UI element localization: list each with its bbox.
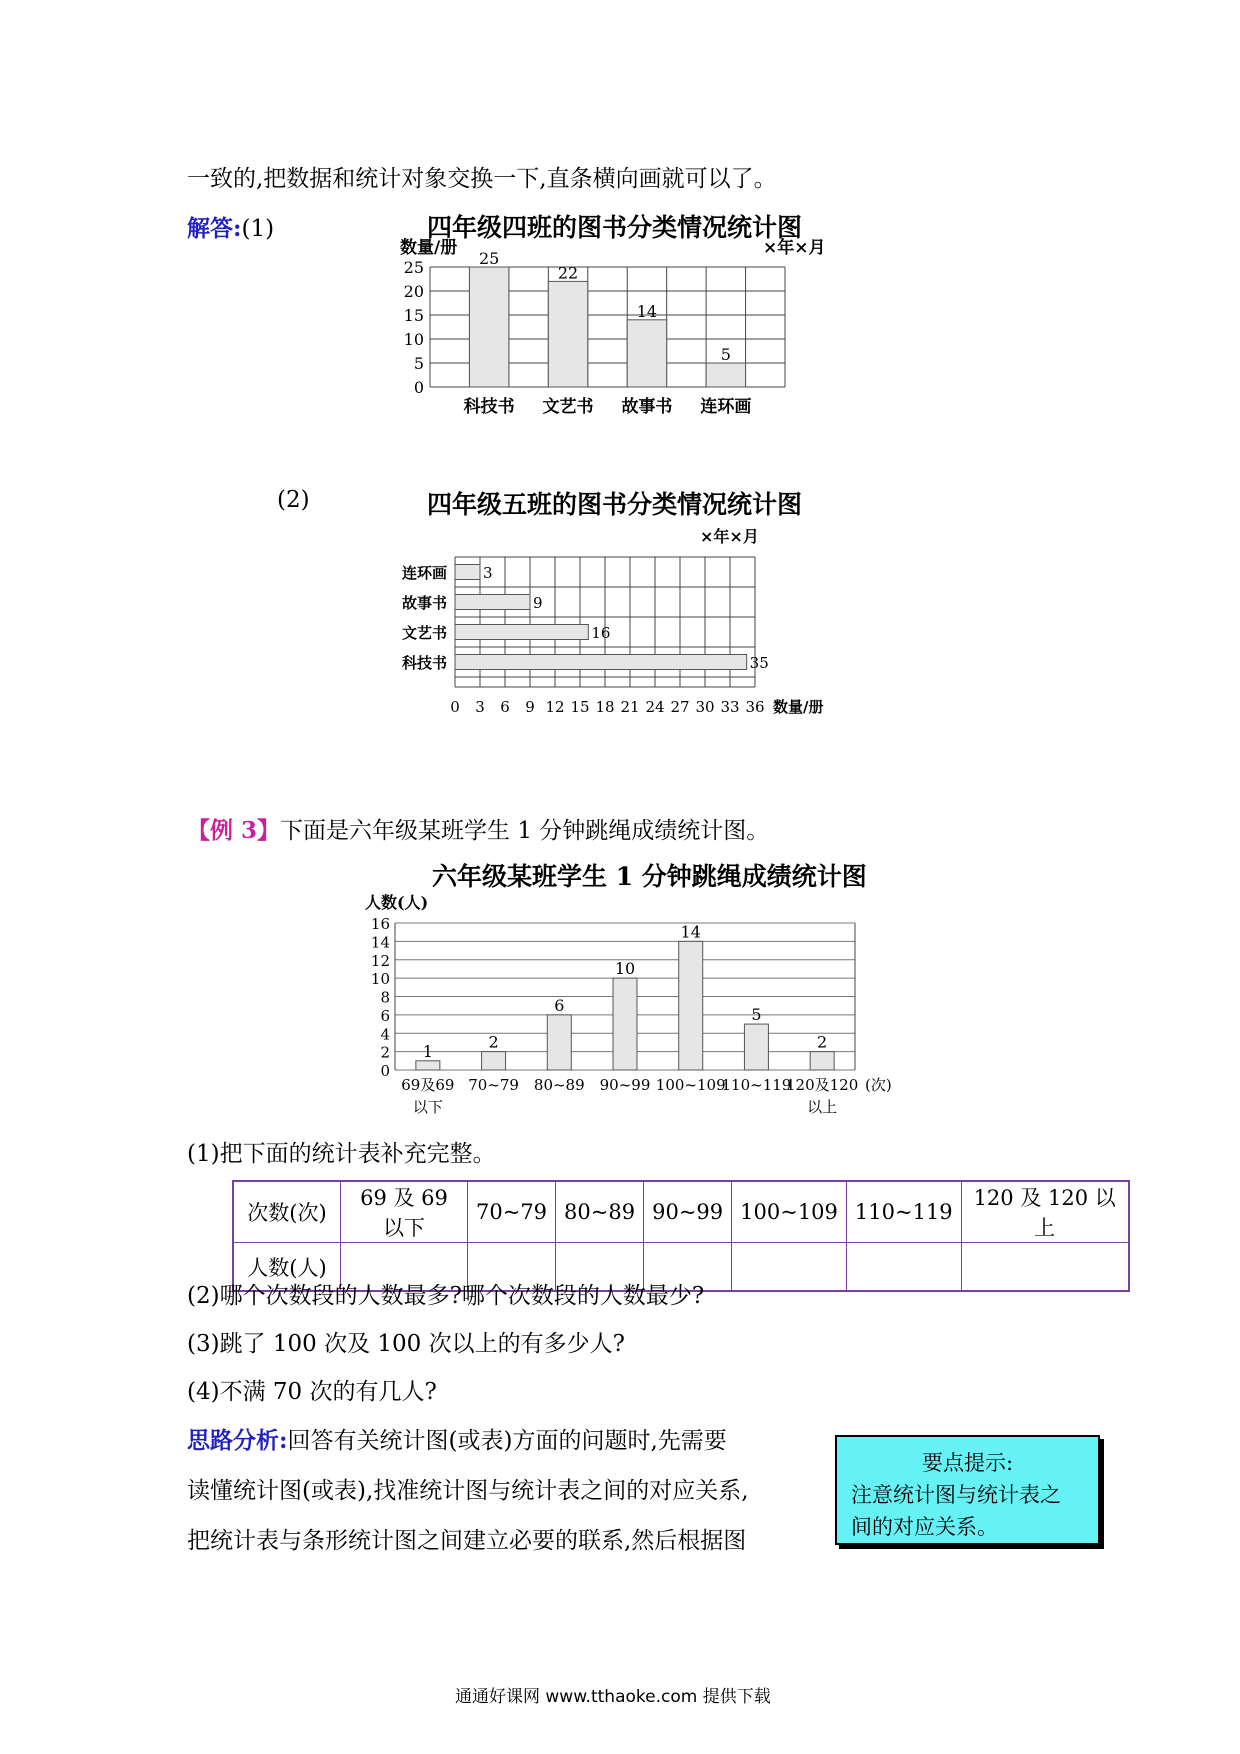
table-cell: 69 及 69 以下 [341,1181,468,1243]
date-note: ×年×月 [700,527,759,546]
x-tick-label: 21 [620,698,640,716]
page-footer: 通通好课网 www.tthaoke.com 提供下载 [455,1687,771,1707]
intro-text: 一致的,把数据和统计对象交换一下,直条横向画就可以了。 [187,166,777,192]
category-label: 科技书 [401,654,447,672]
y-tick-label: 25 [403,258,424,277]
analysis-line-2: 读懂统计图(或表),找准统计图与统计表之间的对应关系, [187,1478,749,1504]
data-label: 5 [751,1005,762,1025]
category-label: 以下 [412,1098,443,1116]
date-note: ×年×月 [763,238,826,258]
category-label: 110~119 [721,1076,792,1094]
bar [547,1015,571,1070]
answer-heading [187,210,274,243]
tip-line-1: 注意统计图与统计表之 [851,1483,1061,1507]
category-label: 连环画 [401,564,447,582]
table-cell: 120 及 120 以上 [961,1181,1129,1243]
x-tick-label: 27 [670,698,690,716]
bar [627,320,666,387]
category-label: 80~89 [533,1076,585,1094]
x-tick-label: 24 [645,698,665,716]
y-tick-label: 0 [380,1062,390,1080]
data-label: 9 [533,594,543,612]
bar [455,565,480,580]
data-label: 3 [483,564,493,582]
x-unit-label: (次) [865,1076,892,1094]
data-label: 5 [720,345,731,364]
category-label: 70~79 [468,1076,519,1094]
x-tick-label: 33 [720,698,740,716]
bar [469,267,508,387]
analysis-label: 思路分析: [187,1427,288,1454]
category-label: 以上 [807,1098,838,1116]
question-3: (3)跳了 100 次及 100 次以上的有多少人? [187,1331,625,1357]
y-tick-label: 4 [380,1025,390,1044]
x-axis-label: 数量/册 [773,698,824,716]
category-label: 故事书 [401,594,447,612]
answer-label: 解答: [187,215,242,242]
y-tick-label: 2 [380,1043,390,1062]
data-label: 14 [636,301,658,321]
table-blank-cell[interactable] [961,1243,1129,1292]
answer-part2-tag: (2) [277,487,310,513]
example-heading [187,812,769,845]
bar [482,1052,506,1070]
question-1: (1)把下面的统计表补充完整。 [187,1141,496,1167]
bar [455,625,588,640]
question-2: (2)哪个次数段的人数最多?哪个次数段的人数最少? [187,1283,705,1309]
category-label: 69及69 [401,1076,455,1094]
x-tick-label: 9 [525,698,535,716]
bar [416,1061,440,1070]
data-label: 25 [478,249,500,268]
chart1-book-categories-4-4 [380,238,840,470]
table-cell: 90~99 [644,1181,732,1243]
bar [706,363,745,387]
example-tag: 【例 3】 [187,817,281,844]
data-label: 16 [591,624,611,642]
x-tick-label: 12 [545,698,565,716]
question-4: (4)不满 70 次的有几人? [187,1379,437,1405]
y-tick-label: 10 [370,970,390,989]
data-label: 2 [488,1032,499,1052]
analysis-line-1 [187,1422,727,1455]
y-tick-label: 20 [403,282,424,301]
category-label: 文艺书 [542,397,594,417]
tip-line-2: 间的对应关系。 [851,1515,998,1539]
bar [679,941,703,1070]
y-axis-label: 人数(人) [365,893,429,912]
analysis-line-3: 把统计表与条形统计图之间建立必要的联系,然后根据图 [187,1528,747,1554]
table-blank-cell[interactable] [846,1243,961,1292]
bar [744,1024,768,1070]
y-tick-label: 8 [380,988,390,1007]
chart2-book-categories-4-5 [385,525,855,740]
y-tick-label: 6 [380,1006,390,1025]
y-tick-label: 16 [370,915,390,933]
data-label: 6 [554,995,565,1015]
y-tick-label: 10 [403,330,424,349]
category-label: 120及120 [786,1076,859,1094]
category-label: 连环画 [700,397,752,417]
chart2-title: 四年级五班的图书分类情况统计图 [427,490,803,519]
table-cell: 80~89 [556,1181,644,1243]
answer-part1-tag: (1) [241,216,275,242]
example-text: 下面是六年级某班学生 1 分钟跳绳成绩统计图。 [280,818,770,844]
y-tick-label: 12 [370,951,390,970]
bar [455,655,747,670]
category-label: 科技书 [463,397,515,417]
table-blank-cell[interactable] [732,1243,847,1292]
bar [548,281,587,387]
analysis-text-1: 回答有关统计图(或表)方面的问题时,先需要 [287,1428,727,1454]
x-tick-label: 6 [500,698,510,716]
data-label: 2 [817,1032,828,1052]
chart1-title: 四年级四班的图书分类情况统计图 [427,213,803,242]
x-tick-label: 0 [450,698,460,716]
category-label: 文艺书 [401,624,447,642]
y-tick-label: 14 [370,933,390,952]
bar [455,595,530,610]
y-tick-label: 5 [413,354,424,373]
table-cell: 100~109 [732,1181,847,1243]
data-label: 1 [422,1041,433,1061]
y-tick-label: 15 [403,306,424,325]
bar [613,978,637,1070]
table-header-cell: 次数(次) [233,1181,341,1243]
table-header-cell: 人数(人) [233,1243,341,1292]
x-tick-label: 36 [745,698,765,716]
stat-table [232,1180,1130,1292]
table-row [233,1181,1129,1243]
tip-box [835,1435,1100,1545]
bar [810,1052,834,1070]
chart3-jump-rope-scores [350,888,930,1128]
y-axis-label: 数量/册 [400,238,458,258]
chart3-title: 六年级某班学生 1 分钟跳绳成绩统计图 [432,862,867,891]
data-label: 14 [680,922,701,942]
y-tick-label: 0 [413,378,424,397]
x-tick-label: 3 [475,698,485,716]
table-cell: 70~79 [468,1181,556,1243]
data-label: 22 [557,263,579,283]
category-label: 100~109 [655,1076,726,1094]
category-label: 90~99 [599,1076,651,1094]
x-tick-label: 15 [570,698,590,716]
category-label: 故事书 [621,397,673,417]
tip-title: 要点提示: [921,1451,1014,1475]
table-cell: 110~119 [846,1181,961,1243]
x-tick-label: 30 [695,698,715,716]
data-label: 35 [749,654,769,672]
data-label: 10 [614,959,636,979]
x-tick-label: 18 [595,698,615,716]
